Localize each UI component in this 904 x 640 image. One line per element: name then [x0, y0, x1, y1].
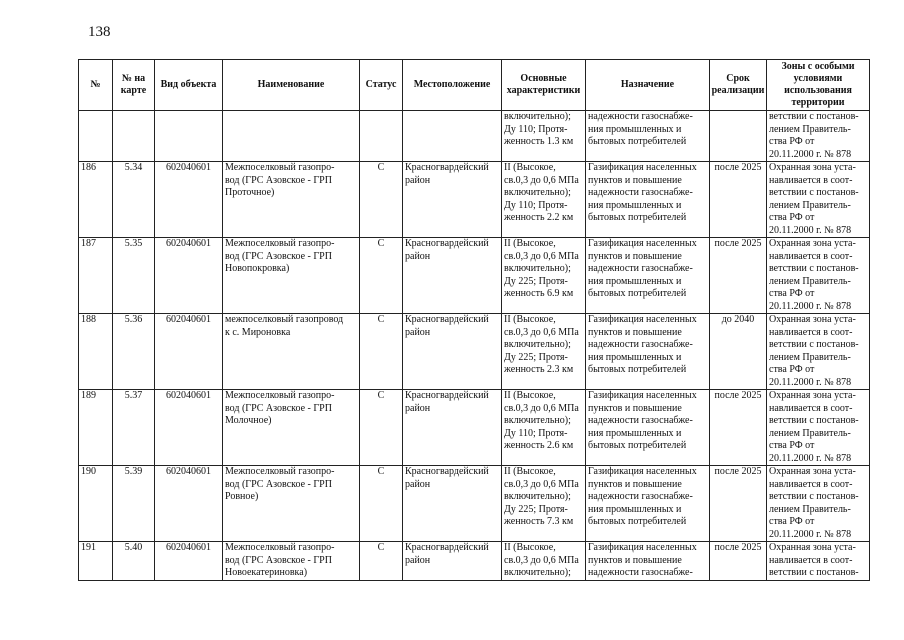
- cell-map-no: 5.37: [113, 390, 155, 466]
- cell-purpose: Газификация населенных пунктов и повышение надежности газоснабже- ния промышленных и бытовых потребителей: [586, 390, 710, 466]
- cell-name: Межпоселковый газопро- вод (ГРС Азовское - ГРП Проточное): [223, 162, 360, 238]
- cell-purpose: Газификация населенных пунктов и повышение надежности газоснабже- ния промышленных и бытовых потребителей: [586, 314, 710, 390]
- cell-specs: II (Высокое, св.0,3 до 0,6 МПа включительно);: [502, 542, 586, 581]
- table-row: [79, 390, 870, 466]
- cell-location: Красногвардейский район: [403, 542, 502, 581]
- cell-name: Межпоселковый газопро- вод (ГРС Азовское - ГРП Новоекатериновка): [223, 542, 360, 581]
- cell-type: 602040601: [155, 390, 223, 466]
- cell-empty: [710, 111, 767, 162]
- table-row: [79, 466, 870, 542]
- header-type: Вид объекта: [155, 60, 223, 111]
- gas-pipeline-table: [78, 59, 870, 581]
- cell-purpose: Газификация населенных пунктов и повышение надежности газоснабже- ния промышленных и бытовых потребителей: [586, 238, 710, 314]
- cell-specs: II (Высокое, св.0,3 до 0,6 МПа включительно); Ду 225; Протя- женность 2.3 км: [502, 314, 586, 390]
- cell-empty: [223, 111, 360, 162]
- cell-num: 187: [79, 238, 113, 314]
- table-header-row: [79, 60, 870, 111]
- cell-num: 189: [79, 390, 113, 466]
- header-name: Наименование: [223, 60, 360, 111]
- cell-status: С: [360, 542, 403, 581]
- cell-location: Красногвардейский район: [403, 314, 502, 390]
- cell-empty: [360, 111, 403, 162]
- cell-term: после 2025: [710, 238, 767, 314]
- cell-num: 188: [79, 314, 113, 390]
- cell-status: С: [360, 390, 403, 466]
- cell-status: С: [360, 466, 403, 542]
- cell-specs: включительно); Ду 110; Протя- женность 1.3 км: [502, 111, 586, 162]
- header-location: Местоположение: [403, 60, 502, 111]
- cell-specs: II (Высокое, св.0,3 до 0,6 МПа включительно); Ду 110; Протя- женность 2.2 км: [502, 162, 586, 238]
- cell-name: Межпоселковый газопро- вод (ГРС Азовское - ГРП Ровное): [223, 466, 360, 542]
- cell-empty: [155, 111, 223, 162]
- cell-zones: Охранная зона уста- навливается в соот- ветствии с постанов-: [767, 542, 870, 581]
- cell-specs: II (Высокое, св.0,3 до 0,6 МПа включительно); Ду 225; Протя- женность 7.3 км: [502, 466, 586, 542]
- cell-term: после 2025: [710, 162, 767, 238]
- cell-empty: [403, 111, 502, 162]
- cell-type: 602040601: [155, 238, 223, 314]
- cell-name: межпоселковый газопровод к с. Мироновка: [223, 314, 360, 390]
- table-row: [79, 314, 870, 390]
- cell-type: 602040601: [155, 466, 223, 542]
- cell-map-no: 5.36: [113, 314, 155, 390]
- header-term: Срок реализации: [710, 60, 767, 111]
- cell-name: Межпоселковый газопро- вод (ГРС Азовское - ГРП Новопокровка): [223, 238, 360, 314]
- cell-status: С: [360, 238, 403, 314]
- header-num: №: [79, 60, 113, 111]
- cell-zones: Охранная зона уста- навливается в соот- ветствии с постанов- лением Правитель- ства РФ от 20.11.2000 г. № 878: [767, 314, 870, 390]
- table-row: [79, 542, 870, 581]
- table-row: [79, 162, 870, 238]
- cell-specs: II (Высокое, св.0,3 до 0,6 МПа включительно); Ду 110; Протя- женность 2.6 км: [502, 390, 586, 466]
- header-purpose: Назначение: [586, 60, 710, 111]
- cell-num: 191: [79, 542, 113, 581]
- header-specs: Основные характеристики: [502, 60, 586, 111]
- cell-location: Красногвардейский район: [403, 390, 502, 466]
- table-row: [79, 238, 870, 314]
- page-number: 138: [88, 24, 111, 40]
- cell-type: 602040601: [155, 542, 223, 581]
- cell-empty: [79, 111, 113, 162]
- cell-specs: II (Высокое, св.0,3 до 0,6 МПа включительно); Ду 225; Протя- женность 6.9 км: [502, 238, 586, 314]
- cell-zones: Охранная зона уста- навливается в соот- ветствии с постанов- лением Правитель- ства РФ от 20.11.2000 г. № 878: [767, 162, 870, 238]
- cell-type: 602040601: [155, 162, 223, 238]
- cell-map-no: 5.39: [113, 466, 155, 542]
- cell-location: Красногвардейский район: [403, 466, 502, 542]
- cell-term: после 2025: [710, 542, 767, 581]
- header-zones: Зоны с особыми условиями использования территории: [767, 60, 870, 111]
- cell-num: 186: [79, 162, 113, 238]
- table-row-continuation: [79, 111, 870, 162]
- cell-term: до 2040: [710, 314, 767, 390]
- cell-term: после 2025: [710, 466, 767, 542]
- cell-map-no: 5.35: [113, 238, 155, 314]
- cell-term: после 2025: [710, 390, 767, 466]
- cell-location: Красногвардейский район: [403, 162, 502, 238]
- cell-zones: Охранная зона уста- навливается в соот- ветствии с постанов- лением Правитель- ства РФ от 20.11.2000 г. № 878: [767, 466, 870, 542]
- cell-map-no: 5.34: [113, 162, 155, 238]
- cell-status: С: [360, 162, 403, 238]
- header-map-no: № на карте: [113, 60, 155, 111]
- cell-zones: ветствии с постанов- лением Правитель- ства РФ от 20.11.2000 г. № 878: [767, 111, 870, 162]
- cell-map-no: 5.40: [113, 542, 155, 581]
- cell-purpose: Газификация населенных пунктов и повышение надежности газоснабже- ния промышленных и бытовых потребителей: [586, 466, 710, 542]
- cell-type: 602040601: [155, 314, 223, 390]
- cell-empty: [113, 111, 155, 162]
- header-status: Статус: [360, 60, 403, 111]
- cell-purpose: Газификация населенных пунктов и повышение надежности газоснабже-: [586, 542, 710, 581]
- cell-purpose: надежности газоснабже- ния промышленных и бытовых потребителей: [586, 111, 710, 162]
- cell-location: Красногвардейский район: [403, 238, 502, 314]
- cell-status: С: [360, 314, 403, 390]
- cell-name: Межпоселковый газопро- вод (ГРС Азовское - ГРП Молочное): [223, 390, 360, 466]
- cell-num: 190: [79, 466, 113, 542]
- cell-purpose: Газификация населенных пунктов и повышение надежности газоснабже- ния промышленных и бытовых потребителей: [586, 162, 710, 238]
- cell-zones: Охранная зона уста- навливается в соот- ветствии с постанов- лением Правитель- ства РФ от 20.11.2000 г. № 878: [767, 390, 870, 466]
- cell-zones: Охранная зона уста- навливается в соот- ветствии с постанов- лением Правитель- ства РФ от 20.11.2000 г. № 878: [767, 238, 870, 314]
